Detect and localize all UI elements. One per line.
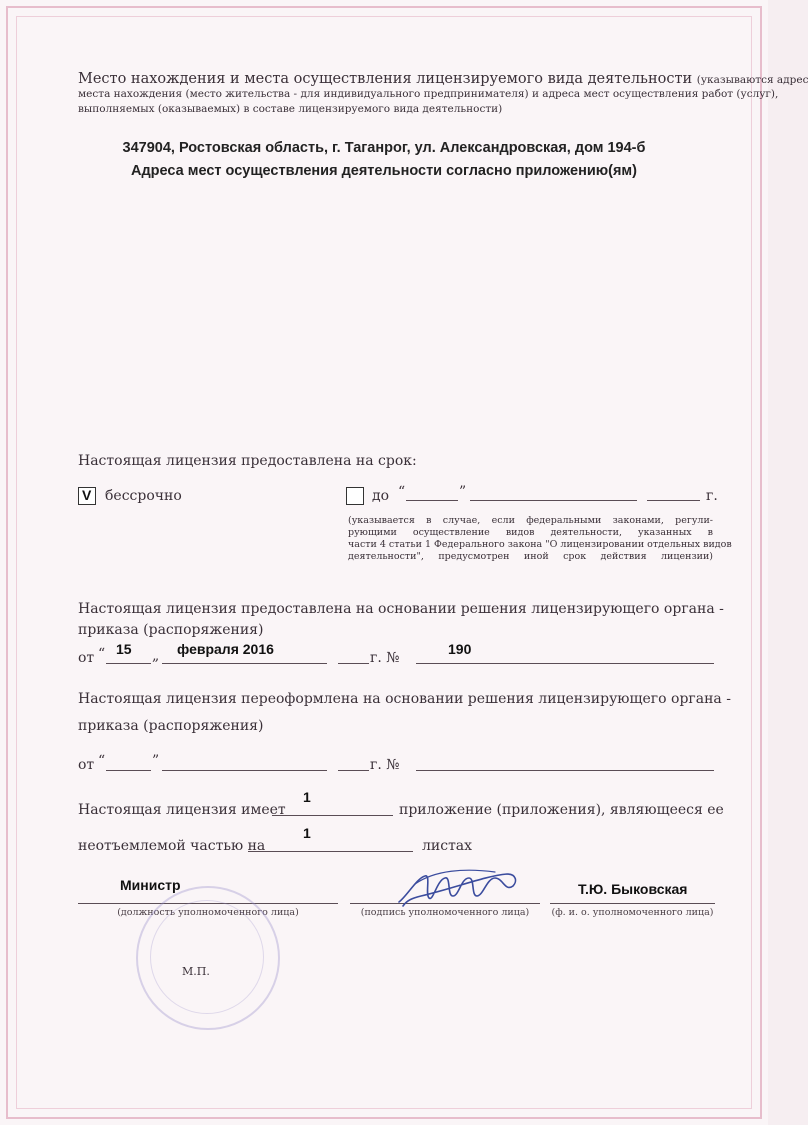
reissued-line2: приказа (распоряжения) <box>78 718 264 734</box>
reissued-day-line <box>106 770 151 771</box>
granted-number-line <box>416 663 714 664</box>
term-note-line2: рующими осуществление видов деятельности, указанных в <box>348 527 713 538</box>
granted-from-label: от <box>78 650 95 666</box>
until-checkbox <box>346 487 364 505</box>
reissued-year-line <box>338 770 369 771</box>
until-prefix: до <box>372 488 390 504</box>
reissued-month-line <box>162 770 327 771</box>
name-line <box>550 903 715 904</box>
name-caption: (ф. и. о. уполномоченного лица) <box>551 907 714 918</box>
appendix-line2-prefix: неотъемлемой частью на <box>78 838 266 854</box>
header-title-note: (указываются адрес <box>696 74 808 86</box>
until-quote-open: “ <box>398 484 406 500</box>
seal-place: М.П. <box>182 965 210 978</box>
reissued-quote-open: “ <box>98 753 106 769</box>
reissued-number-line <box>416 770 714 771</box>
reissued-quote-close: ” <box>152 753 160 769</box>
until-month-line <box>470 500 637 501</box>
header-title: Место нахождения и места осуществления лицензируемого вида деятельности <box>78 71 693 87</box>
appendix-count-line <box>272 815 393 816</box>
page-border-inner <box>16 16 752 1109</box>
header-note-line2: места нахождения (место жительства - для индивидуального предпринимателя) и адреса мест осуществления работ (услуг), <box>78 88 779 100</box>
appendix-count: 1 <box>303 789 311 805</box>
indefinite-label: бессрочно <box>105 488 182 504</box>
granted-year-suffix: г. № <box>370 650 400 666</box>
address-main: 347904, Ростовская область, г. Таганрог, ул. Александровская, дом 194-б <box>122 140 646 156</box>
granted-number: 190 <box>448 641 472 657</box>
position-caption: (должность уполномоченного лица) <box>117 907 299 918</box>
until-year-suffix: г. <box>706 488 718 504</box>
signature-caption: (подпись уполномоченного лица) <box>360 907 530 918</box>
appendix-sheets: 1 <box>303 825 311 841</box>
reissued-year-suffix: г. № <box>370 757 400 773</box>
reissued-line1: Настоящая лицензия переоформлена на основании решения лицензирующего органа - <box>78 691 731 707</box>
address-places: Адреса мест осуществления деятельности согласно приложению(ям) <box>131 163 637 179</box>
handwritten-signature <box>395 866 525 912</box>
granted-year-line <box>338 663 369 664</box>
until-quote-close: ” <box>459 484 467 500</box>
granted-quote-open: “ <box>98 646 106 662</box>
header-note-line3: выполняемых (оказываемых) в составе лицензируемого вида деятельности) <box>78 103 503 115</box>
appendix-line1-prefix: Настоящая лицензия имеет <box>78 802 286 818</box>
granted-quote-close: „ <box>152 648 160 664</box>
term-note-line3: части 4 статьи 1 Федерального закона "О лицензировании отдельных видов <box>348 539 732 550</box>
appendix-line1-suffix: приложение (приложения), являющееся ее <box>399 802 724 818</box>
signatory-name: Т.Ю. Быковская <box>578 881 688 897</box>
until-year-line <box>647 500 700 501</box>
granted-month-line <box>162 663 327 664</box>
granted-line2: приказа (распоряжения) <box>78 622 264 638</box>
granted-line1: Настоящая лицензия предоставлена на основании решения лицензирующего органа - <box>78 601 724 617</box>
reissued-from-label: от <box>78 757 95 773</box>
granted-day: 15 <box>116 641 132 657</box>
term-note-line4: деятельности", предусмотрен иной срок действия лицензии) <box>348 551 713 562</box>
appendix-sheets-line <box>248 851 413 852</box>
indefinite-checkbox <box>78 487 96 505</box>
checkbox-mark: V <box>82 487 92 503</box>
granted-month-year: февраля 2016 <box>177 641 274 657</box>
header-title-line <box>78 71 808 87</box>
until-day-line <box>406 500 458 501</box>
signatory-position: Министр <box>120 877 181 893</box>
appendix-line2-suffix: листах <box>422 838 473 854</box>
term-note-line1: (указывается в случае, если федеральными законами, регули- <box>348 515 713 526</box>
official-seal-inner <box>150 900 264 1014</box>
granted-day-line <box>106 663 151 664</box>
term-heading: Настоящая лицензия предоставлена на срок: <box>78 453 417 469</box>
